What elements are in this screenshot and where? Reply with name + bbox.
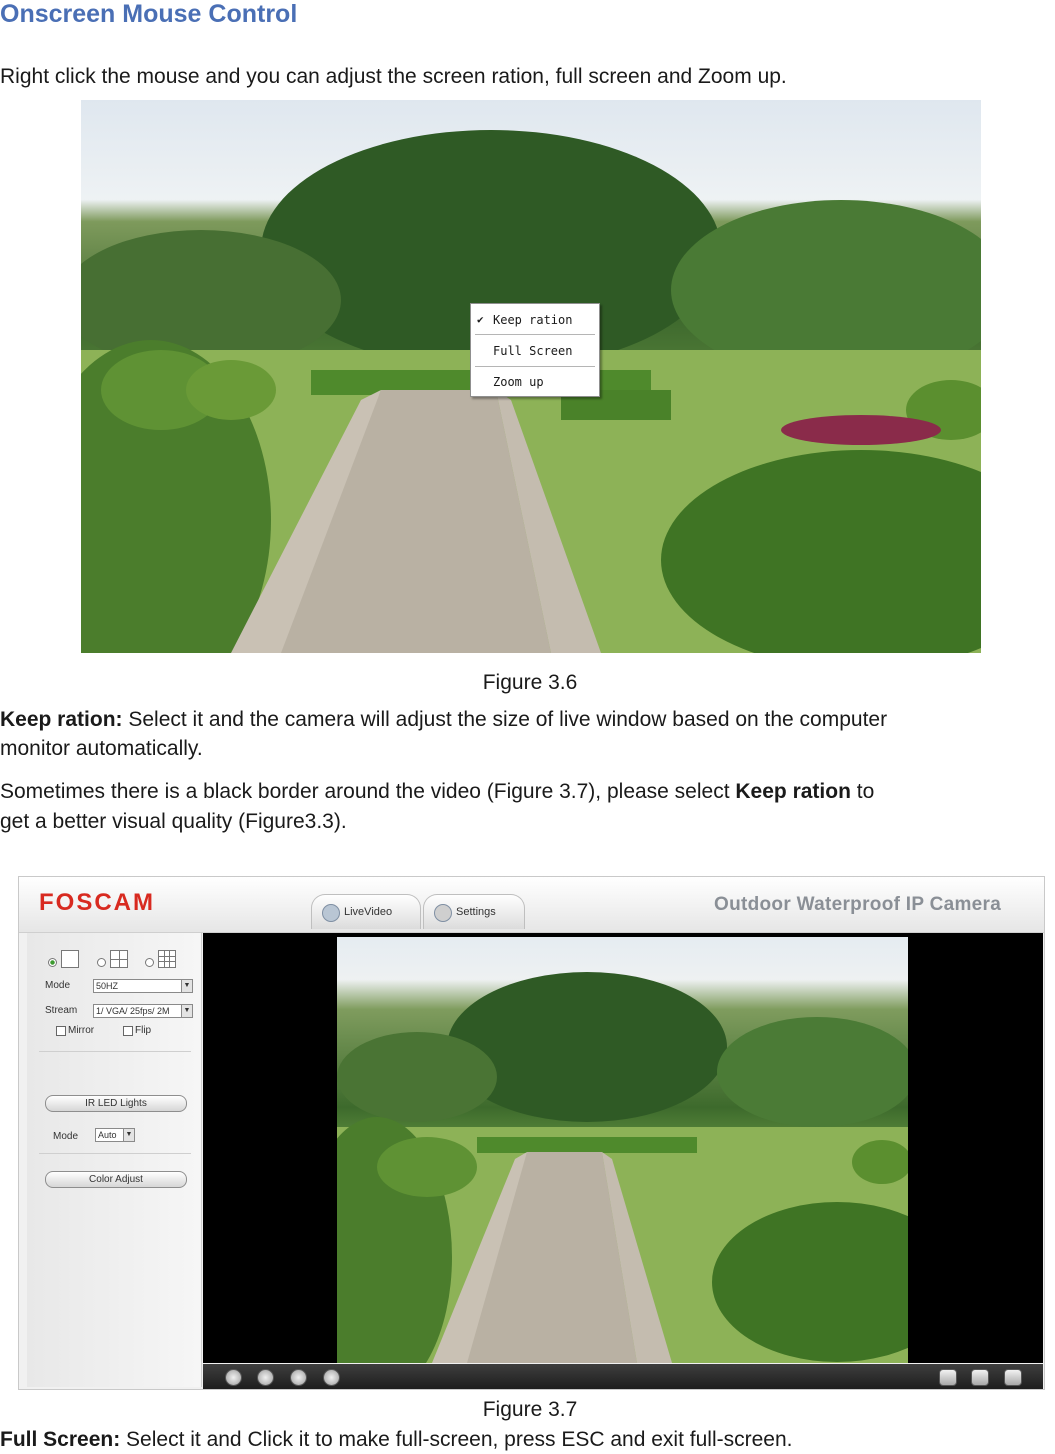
- menu-item-full-screen[interactable]: [471, 337, 599, 365]
- app-header: [19, 877, 1044, 933]
- gear-icon: [434, 904, 452, 922]
- full-screen-paragraph: [0, 1425, 792, 1454]
- mirror-label: Mirror: [68, 1025, 95, 1036]
- context-menu: [470, 303, 600, 397]
- menu-item-label: Zoom up: [493, 375, 544, 389]
- menu-item-zoom-up[interactable]: [471, 368, 599, 396]
- audio-icon[interactable]: [290, 1369, 307, 1386]
- figure-caption: Figure 3.7: [482, 1398, 578, 1421]
- ir-mode-label: Mode: [53, 1131, 79, 1142]
- menu-item-label: Full Screen: [493, 344, 573, 358]
- flip-label: Flip: [135, 1025, 152, 1036]
- layout-1-radio[interactable]: [48, 958, 57, 967]
- keep-ration-term: Keep ration:: [0, 708, 123, 731]
- layout-9-radio[interactable]: [145, 958, 154, 967]
- video-frame: [337, 937, 908, 1363]
- layout-4-radio[interactable]: [97, 958, 106, 967]
- mode-select[interactable]: [93, 979, 193, 993]
- keep-ration-text: Select it and the camera will adjust the size of live window based on the computer: [122, 708, 888, 731]
- keep-ration-text-2: monitor automatically.: [0, 737, 203, 760]
- chevron-down-icon: ▼: [181, 980, 192, 992]
- page-title: Onscreen Mouse Control: [0, 0, 298, 28]
- full-screen-text: Select it and Click it to make full-screen, press ESC and exit full-screen.: [120, 1428, 793, 1451]
- full-screen-term: Full Screen:: [0, 1428, 121, 1451]
- quad-view-icon: [110, 950, 128, 968]
- mode-value: 50HZ: [96, 981, 119, 991]
- menu-separator: [475, 334, 595, 335]
- menu-item-label: Keep ration: [493, 313, 573, 327]
- flip-checkbox[interactable]: [123, 1026, 133, 1036]
- sometimes-paragraph: [0, 777, 874, 806]
- check-icon: ✔: [477, 313, 484, 326]
- foscam-logo: FOSCAM: [39, 889, 155, 916]
- mirror-checkbox[interactable]: [56, 1026, 66, 1036]
- ir-mode-value: Auto: [98, 1130, 117, 1140]
- stream-value: 1/ VGA/ 25fps/ 2M: [96, 1006, 170, 1016]
- figure-3-6: [81, 100, 981, 653]
- tab-livevideo[interactable]: [311, 894, 421, 929]
- garden-photo: [337, 937, 908, 1363]
- figure-caption: Figure 3.6: [482, 671, 578, 694]
- menu-item-keep-ration[interactable]: [471, 306, 599, 334]
- tab-label: Settings: [456, 906, 496, 918]
- tab-label: LiveVideo: [344, 906, 393, 918]
- mode-label: Mode: [45, 980, 71, 991]
- chevron-down-icon: ▼: [181, 1005, 192, 1017]
- chevron-down-icon: ▼: [123, 1129, 134, 1141]
- keep-ration-bold: Keep ration: [735, 780, 851, 803]
- fullscreen-icon[interactable]: [1004, 1369, 1022, 1386]
- divider: [39, 1153, 191, 1154]
- sidebar: [27, 933, 202, 1387]
- video-toolbar: [203, 1364, 1043, 1389]
- sometimes-text-end: to: [850, 780, 875, 803]
- figure-3-7: [18, 876, 1045, 1390]
- intro-text: Right click the mouse and you can adjust the screen ration, full screen and Zoom up.: [0, 65, 787, 88]
- sometimes-text-2: get a better visual quality (Figure3.3).: [0, 810, 347, 833]
- product-title: Outdoor Waterproof IP Camera: [714, 894, 1002, 915]
- nine-view-icon: [158, 950, 176, 968]
- live-video-area[interactable]: [203, 933, 1043, 1363]
- record-icon[interactable]: [971, 1369, 989, 1386]
- camera-icon: [322, 904, 340, 922]
- ir-mode-select[interactable]: [95, 1128, 135, 1142]
- menu-separator: [475, 366, 595, 367]
- sometimes-text: Sometimes there is a black border around the video (Figure 3.7), please select: [0, 780, 736, 803]
- talk-icon[interactable]: [323, 1369, 340, 1386]
- keep-ration-paragraph: [0, 705, 887, 734]
- ir-led-lights-button[interactable]: IR LED Lights: [45, 1095, 187, 1112]
- color-adjust-button[interactable]: Color Adjust: [45, 1171, 187, 1188]
- play-icon[interactable]: [225, 1369, 242, 1386]
- tab-settings[interactable]: [423, 894, 525, 929]
- single-view-icon: [61, 950, 79, 968]
- stream-select[interactable]: [93, 1004, 193, 1018]
- divider: [39, 1051, 191, 1052]
- snapshot-icon[interactable]: [939, 1369, 957, 1386]
- stream-label: Stream: [45, 1005, 78, 1016]
- stop-icon[interactable]: [257, 1369, 274, 1386]
